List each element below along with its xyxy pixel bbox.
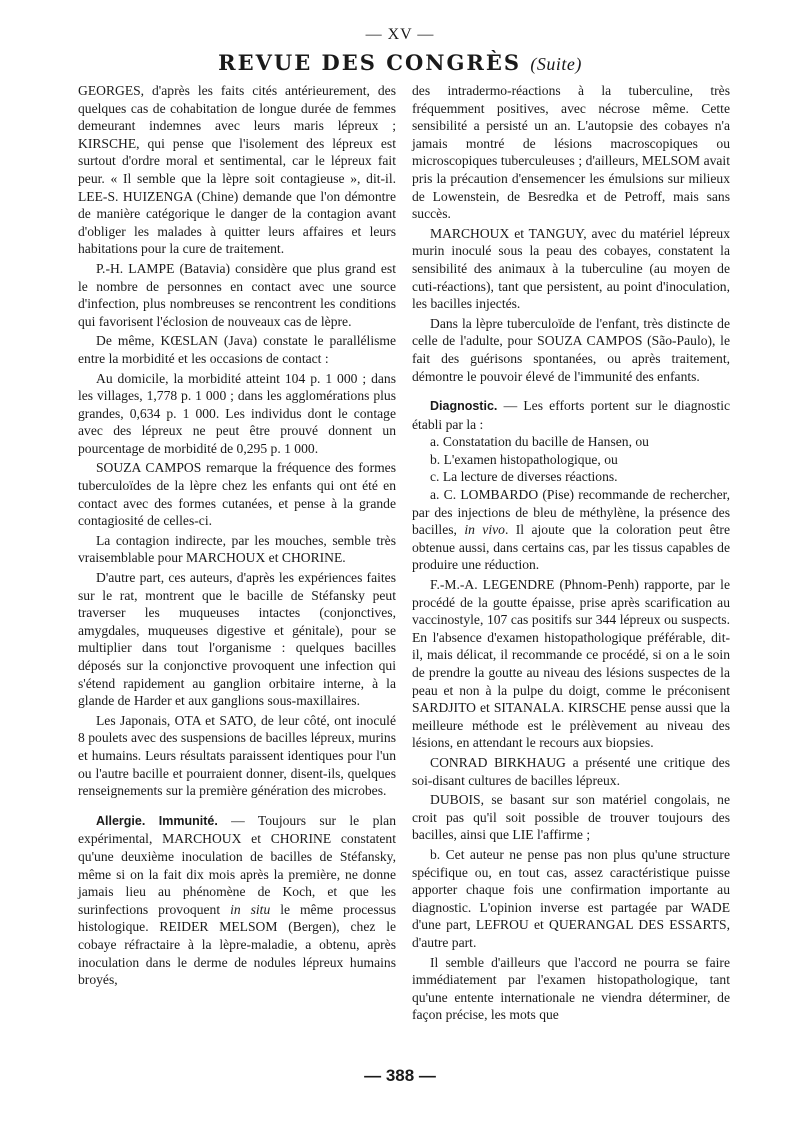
- running-title-text: REVUE DES CONGRÈS: [218, 50, 522, 75]
- paragraph: De même, KŒSLAN (Java) constate le parallélisme entre la morbidité et les occasions de contact :: [78, 333, 396, 366]
- list-item: c. La lecture de diverses réactions.: [430, 469, 618, 485]
- list-item: a. Constatation du bacille de Hansen, ou: [430, 434, 649, 450]
- paragraph: D'autre part, ces auteurs, d'après les expériences faites sur le rat, montrent que le bacille de Stéfansky peut traverser les muqueuses intactes (conjonctives, amygdales, muqueuses digestive et génitale), pour se multiplier dans tout l'organisme : quelques bacilles déposés sur la conjonctive provoquent une infection qui s'étend rapidement au ganglion orbitaire interne, à la glande de Harder et aux ganglions sous-maxillaires.: [78, 570, 396, 709]
- allergie-section: [78, 812, 396, 989]
- section-text: — Les efforts portent sur le diagnostic établi par la :: [412, 398, 730, 432]
- paragraph: MARCHOUX et TANGUY, avec du matériel lépreux murin inoculé sous la peau des cobayes, constatent la sensibilité des animaux à la tuberculine (au moyen de cuti-réactions), tant que persistent, au point d'inoculation, les bacilles injectés.: [412, 225, 730, 312]
- paragraph: La contagion indirecte, par les mouches, semble très vraisemblable pour MARCHOUX et CHORINE.: [78, 532, 396, 566]
- paragraph: Il semble d'ailleurs que l'accord ne pourra se faire immédiatement par l'examen histopathologique, tant qu'une entente internationale ne viendra déterminer, de façon précise, les mots que: [412, 954, 730, 1023]
- paragraph: Les Japonais, OTA et SATO, de leur côté, ont inoculé 8 poulets avec des suspensions de bacilles lépreux, murins et humains. Leurs résultats paraissent identiques pour l'un ou l'autre bacille et pourraient donner, disent-ils, quelques renseignements sur la première génération des microbes.: [78, 712, 396, 799]
- running-title: [0, 50, 800, 75]
- paragraph: Dans la lèpre tuberculoïde de l'enfant, très distincte de celle de l'adulte, pour SOUZA CAMPOS (São-Paulo), le fait des guérisons spontanées, ou après traitement, démontre le pouvoir élevé de l'immunité des enfants.: [412, 315, 730, 384]
- paragraph-text: . Il ajoute que la coloration peut être obtenue aussi, dans certains cas, par les tissus capables de produire une réduction.: [412, 522, 730, 573]
- paragraph: P.-H. LAMPE (Batavia) considère que plus grand est le nombre de personnes en contact avec une source d'infection, plus nombreuses se rencontrent les conditions qui favorisent l'éclosion de nouveaux cas de lèpre.: [78, 260, 396, 329]
- left-column: [78, 82, 396, 989]
- section-text: — Toujours sur le plan expérimental, MARCHOUX et CHORINE constatent qu'une deuxième inoculation de bacilles de Stéfansky, même si on la fait dix mois après la première, ne donne jamais lieu au phénomène de Koch, et que les surinfections provoquent: [78, 812, 396, 917]
- paragraph: CONRAD BIRKHAUG a présenté une critique des soi-disant cultures de bacilles lépreux.: [412, 754, 730, 788]
- right-column: [412, 82, 730, 1024]
- italic-term: in vivo: [464, 522, 505, 538]
- section-text: le même processus histologique. REIDER MELSOM (Bergen), chez le cobaye réfractaire à la lèpre-maladie, a obtenu, après inoculation dans le derme de nodules lépreux humains broyés,: [78, 901, 397, 988]
- paragraph: GEORGES, d'après les faits cités antérieurement, des quelques cas de cohabitation de longue durée de femmes demeurant indemnes avec leurs maris lépreux ; KIRSCHE, qui pense que l'isolement des lépreux est surtout d'ordre moral et sentimental, car le lépreux fait peur. « Il semble que la lèpre soit contagieuse », dit-il. LEE-S. HUIZENGA (Chine) demande que l'on démontre de manière catégorique le danger de la contagion avant d'obliger les malades à quitter leurs affaires et leurs habitations pour la cure de traitement.: [78, 83, 396, 257]
- section-heading: Allergie. Immunité.: [96, 813, 218, 828]
- paragraph: Au domicile, la morbidité atteint 104 p. 1 000 ; dans les villages, 1,778 p. 1 000 ; dans les agglomérations plus grandes, 0,634 p. 1 000. Les individus dont le contage avec des lépreux ne peut être prouvé donnent un pourcentage de morbidité de 0,295 p. 1 000.: [78, 370, 396, 456]
- paragraph: [412, 486, 730, 574]
- page-number: — 388 —: [364, 1066, 436, 1085]
- section-heading: Diagnostic.: [430, 399, 498, 414]
- paragraph: des intradermo-réactions à la tuberculine, très fréquemment positives, avec nécrose même. Cette sensibilité a persisté un an. L'autopsie des cobayes n'a jamais montré de lésions macroscopiques ou microscopiques tuberculeuses ; d'ailleurs, MELSOM avait pris la précaution d'ensemencer les émulsions sur milieux de Lowenstein, de Besredka et de Petroff, mais sans succès.: [412, 83, 730, 222]
- roman-page-marker: — XV —: [365, 26, 435, 43]
- diagnostic-section: [412, 397, 730, 433]
- paragraph: SOUZA CAMPOS remarque la fréquence des formes tuberculoïdes de la lèpre chez les enfants qui ont été en contact avec des formes cutanées, et pense à la grande contagiosité de celles-ci.: [78, 460, 396, 529]
- paragraph: F.-M.-A. LEGENDRE (Phnom-Penh) rapporte, par le procédé de la goutte épaisse, prise après scarification au vaccinostyle, 107 cas positifs sur 344 lépreux ou suspects. En l'absence d'examen histopathologique préférable, dit-il, mais délicat, il recommande ce procédé, si on a le soin de prendre la goutte au niveau des lésions suspectes de la peau et non à la pulpe du doigt, comme le préconisent SARDJITO et SITANALA. KIRSCHE pense aussi que la meilleure méthode est le prélèvement au niveau des lésions, en attendant le recours aux biopsies.: [412, 577, 730, 751]
- italic-term: in situ: [230, 901, 271, 917]
- list-item: b. L'examen histopathologique, ou: [430, 451, 618, 467]
- running-title-suffix: (Suite): [530, 54, 582, 74]
- paragraph-text: a. C. LOMBARDO (Pise) recommande de rechercher, par des injections de bleu de méthylène, la présence des bacilles,: [412, 487, 730, 538]
- paragraph: b. Cet auteur ne pense pas non plus qu'une structure spécifique ou, en tout cas, assez caractéristique puisse apporter chaque fois une confirmation importante au diagnostic. L'opinion inverse est partagée par WADE d'une part, LEFROU et QUERANGAL DES ESSARTS, d'autre part.: [412, 846, 730, 950]
- paragraph: DUBOIS, se basant sur son matériel congolais, ne croit pas qu'il soit possible de trouver toujours des bacilles, ainsi que LIE l'affirme ;: [412, 792, 730, 843]
